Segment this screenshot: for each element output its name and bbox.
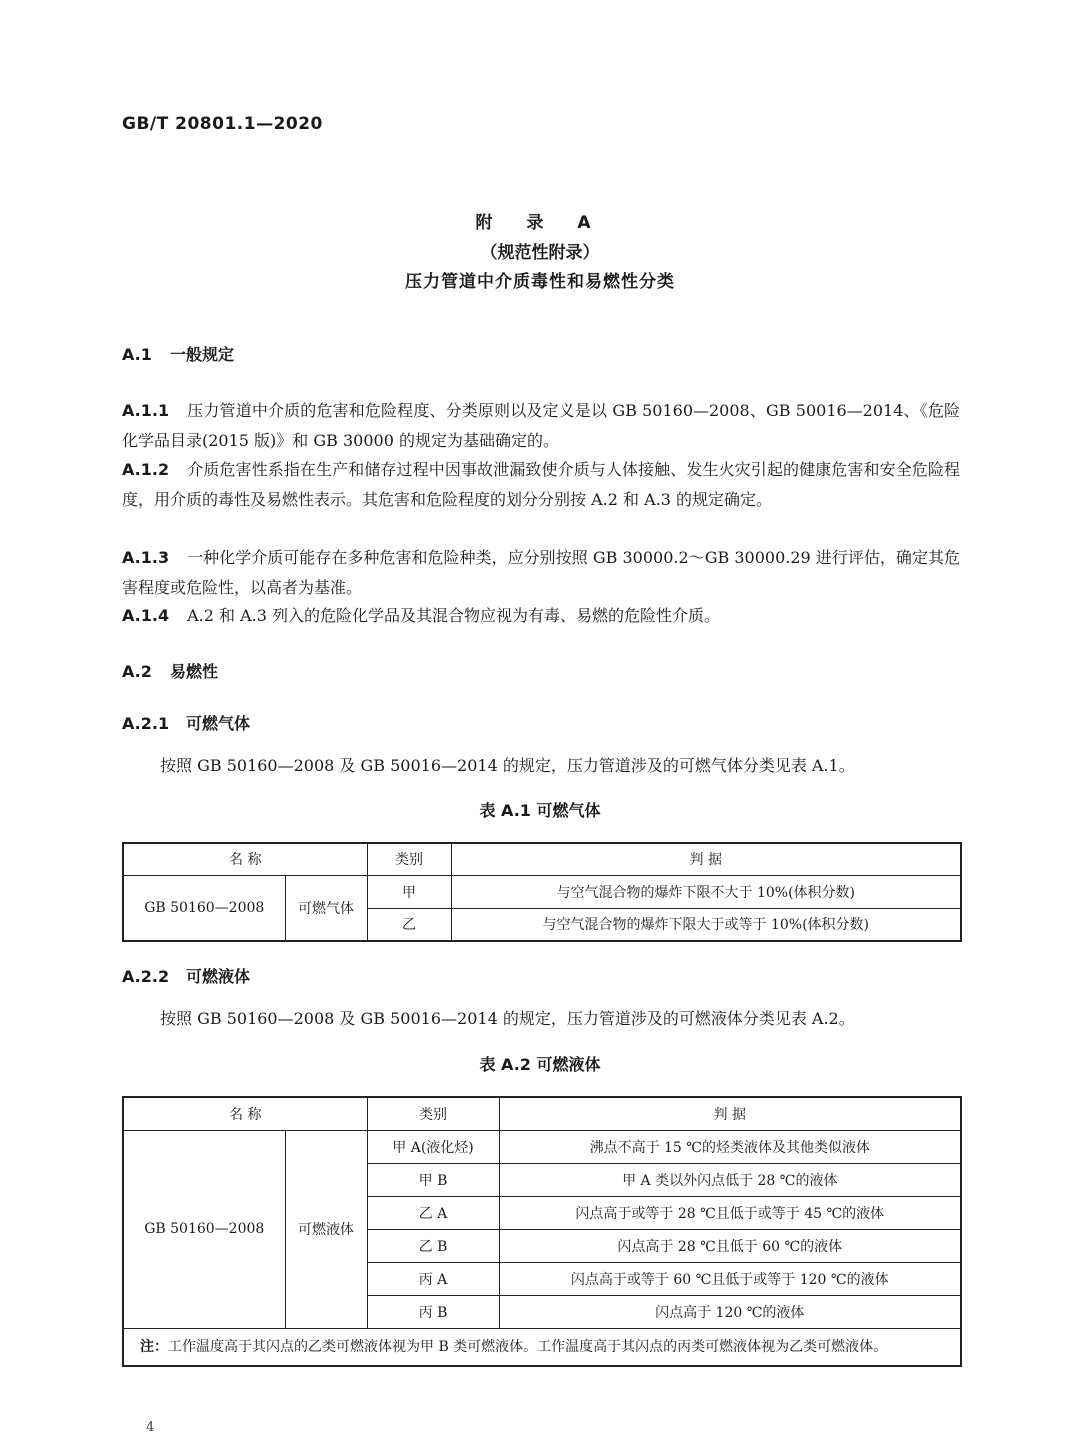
table-a2 xyxy=(122,1096,962,1367)
section-a1-heading xyxy=(122,342,234,365)
type-cell: 可燃气体 xyxy=(285,875,367,941)
table-a1 xyxy=(122,842,962,942)
section-a2-1-text: 按照 GB 50160—2008 及 GB 50016—2014 的规定，压力管道涉及的可燃气体分类见表 A.1。 xyxy=(160,756,855,775)
clause-text: 一种化学介质可能存在多种危害和危险种类，应分别按照 GB 30000.2～GB 30000.29 进行评估，确定其危害程度或危险性，以高者为基准。 xyxy=(122,548,960,597)
section-a2-1-heading xyxy=(122,711,250,734)
category-cell: 甲 xyxy=(367,875,451,908)
section-title: 一般规定 xyxy=(170,345,235,364)
section-title: 可燃液体 xyxy=(186,967,251,986)
table-a1-caption: 表 A.1 可燃气体 xyxy=(479,801,601,820)
table-row xyxy=(123,1130,961,1163)
section-number: A.1 xyxy=(122,345,152,364)
note-text: 工作温度高于其闪点的乙类可燃液体视为甲 B 类可燃液体。工作温度高于其闪点的丙类可燃液体视为乙类可燃液体。 xyxy=(168,1338,888,1355)
criterion-cell: 与空气混合物的爆炸下限不大于 10%(体积分数) xyxy=(451,875,961,908)
section-a2-heading xyxy=(122,659,218,682)
table-note-row xyxy=(123,1328,961,1366)
criterion-cell: 甲 A 类以外闪点低于 28 ℃的液体 xyxy=(499,1163,961,1196)
document-id: GB/T 20801.1—2020 xyxy=(122,114,323,134)
section-number: A.2.2 xyxy=(122,967,170,986)
section-a2-2-text: 按照 GB 50160—2008 及 GB 50016—2014 的规定，压力管道涉及的可燃液体分类见表 A.2。 xyxy=(160,1009,855,1028)
category-cell: 乙 xyxy=(367,908,451,941)
header-criterion: 判 据 xyxy=(499,1097,961,1130)
section-a2-2-heading xyxy=(122,964,250,987)
category-cell: 丙 A xyxy=(367,1262,499,1295)
table-note xyxy=(123,1328,961,1366)
clause-text: 压力管道中介质的危害和危险程度、分类原则以及定义是以 GB 50160—2008、GB 50016—2014、《危险化学品目录(2015 版)》和 GB 30000 的规定为基础确定的。 xyxy=(122,401,960,450)
clause-a1-1 xyxy=(122,396,960,455)
criterion-cell: 闪点高于或等于 60 ℃且低于或等于 120 ℃的液体 xyxy=(499,1262,961,1295)
clause-a1-4 xyxy=(122,601,960,631)
clause-text: 介质危害性系指在生产和储存过程中因事故泄漏致使介质与人体接触、发生火灾引起的健康危害和安全危险程度，用介质的毒性及易燃性表示。其危害和危险程度的划分分别按 A.2 和 A.3 的规定确定。 xyxy=(122,460,960,509)
clause-text: A.2 和 A.3 列入的危险化学品及其混合物应视为有毒、易燃的危险性介质。 xyxy=(187,606,721,625)
note-label: 注： xyxy=(140,1338,168,1355)
page-number: 4 xyxy=(146,1420,155,1435)
section-title: 可燃气体 xyxy=(186,714,251,733)
table-header-row xyxy=(123,843,961,875)
category-cell: 乙 A xyxy=(367,1196,499,1229)
appendix-title: 附 录 A xyxy=(475,213,605,233)
table-row xyxy=(123,875,961,908)
category-cell: 甲 B xyxy=(367,1163,499,1196)
header-name: 名 称 xyxy=(123,1097,367,1130)
criterion-cell: 闪点高于或等于 28 ℃且低于或等于 45 ℃的液体 xyxy=(499,1196,961,1229)
section-number: A.2.1 xyxy=(122,714,170,733)
header-category: 类别 xyxy=(367,843,451,875)
header-name: 名 称 xyxy=(123,843,367,875)
appendix-type: （规范性附录） xyxy=(480,243,600,263)
criterion-cell: 闪点高于 28 ℃且低于 60 ℃的液体 xyxy=(499,1229,961,1262)
category-cell: 甲 A(液化烃) xyxy=(367,1130,499,1163)
appendix-name: 压力管道中介质毒性和易燃性分类 xyxy=(405,272,675,292)
clause-number: A.1.1 xyxy=(122,401,170,420)
category-cell: 丙 B xyxy=(367,1295,499,1328)
criterion-cell: 与空气混合物的爆炸下限大于或等于 10%(体积分数) xyxy=(451,908,961,941)
section-title: 易燃性 xyxy=(170,662,219,681)
clause-number: A.1.3 xyxy=(122,548,170,567)
clause-number: A.1.2 xyxy=(122,460,170,479)
section-number: A.2 xyxy=(122,662,152,681)
standard-cell: GB 50160—2008 xyxy=(123,1130,285,1328)
clause-a1-3 xyxy=(122,543,960,602)
table-a2-caption: 表 A.2 可燃液体 xyxy=(479,1055,601,1074)
category-cell: 乙 B xyxy=(367,1229,499,1262)
standard-cell: GB 50160—2008 xyxy=(123,875,285,941)
criterion-cell: 闪点高于 120 ℃的液体 xyxy=(499,1295,961,1328)
header-category: 类别 xyxy=(367,1097,499,1130)
table-header-row xyxy=(123,1097,961,1130)
type-cell: 可燃液体 xyxy=(285,1130,367,1328)
clause-a1-2 xyxy=(122,455,960,514)
header-criterion: 判 据 xyxy=(451,843,961,875)
criterion-cell: 沸点不高于 15 ℃的烃类液体及其他类似液体 xyxy=(499,1130,961,1163)
clause-number: A.1.4 xyxy=(122,606,170,625)
